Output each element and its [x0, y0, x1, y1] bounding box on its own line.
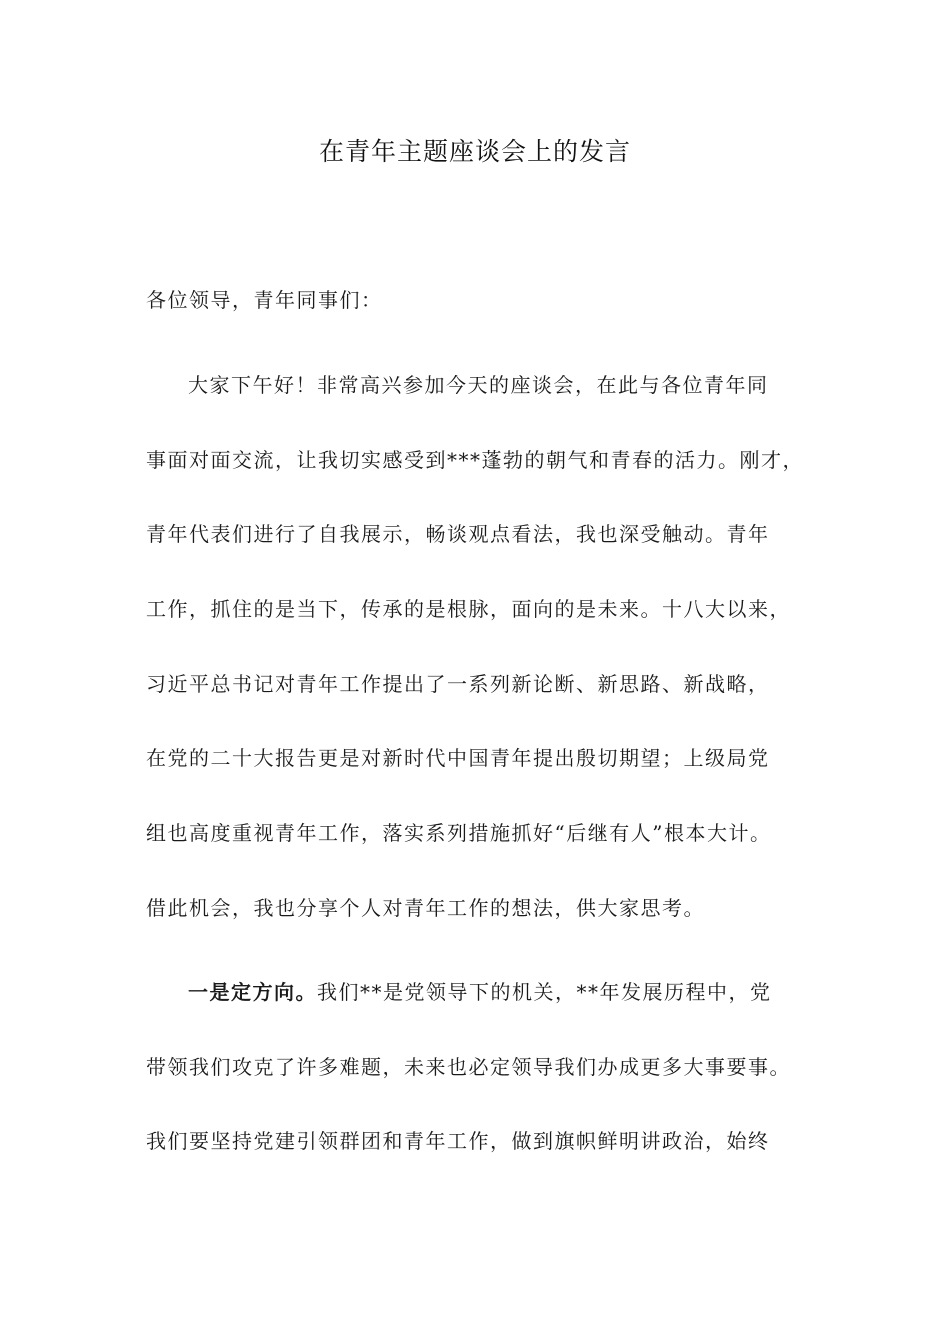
paragraph1-line-4: 工作，抓住的是当下，传承的是根脉，面向的是未来。十八大以来， [146, 597, 791, 621]
paragraph2-line-3: 我们要坚持党建引领群团和青年工作，做到旗帜鲜明讲政治，始终 [146, 1129, 770, 1153]
paragraph1-line-7: 组也高度重视青年工作，落实系列措施抓好“后继有人”根本大计。 [146, 821, 772, 845]
paragraph1-line-5: 习近平总书记对青年工作提出了一系列新论断、新思路、新战略， [146, 672, 770, 696]
paragraph1-line-8: 借此机会，我也分享个人对青年工作的想法，供大家思考。 [146, 896, 705, 920]
paragraph2-line-1 [188, 977, 868, 1007]
paragraph1-line-2: 事面对面交流，让我切实感受到***蓬勃的朝气和青春的活力。刚才， [146, 448, 804, 472]
paragraph1-line-6: 在党的二十大报告更是对新时代中国青年提出殷切期望；上级局党 [146, 746, 770, 770]
salutation: 各位领导，青年同事们： [146, 288, 383, 312]
document-title: 在青年主题座谈会上的发言 [318, 137, 631, 166]
paragraph2-line-1-text: 我们**是党领导下的机关，**年发展历程中，党 [317, 980, 772, 1004]
paragraph1-line-3: 青年代表们进行了自我展示，畅谈观点看法，我也深受触动。青年 [146, 522, 770, 546]
paragraph1-line-1: 大家下午好！非常高兴参加今天的座谈会，在此与各位青年同 [188, 373, 769, 397]
paragraph2-heading: 一是定方向。 [188, 980, 317, 1004]
paragraph2-line-2: 带领我们攻克了许多难题，未来也必定领导我们办成更多大事要事。 [146, 1055, 791, 1079]
